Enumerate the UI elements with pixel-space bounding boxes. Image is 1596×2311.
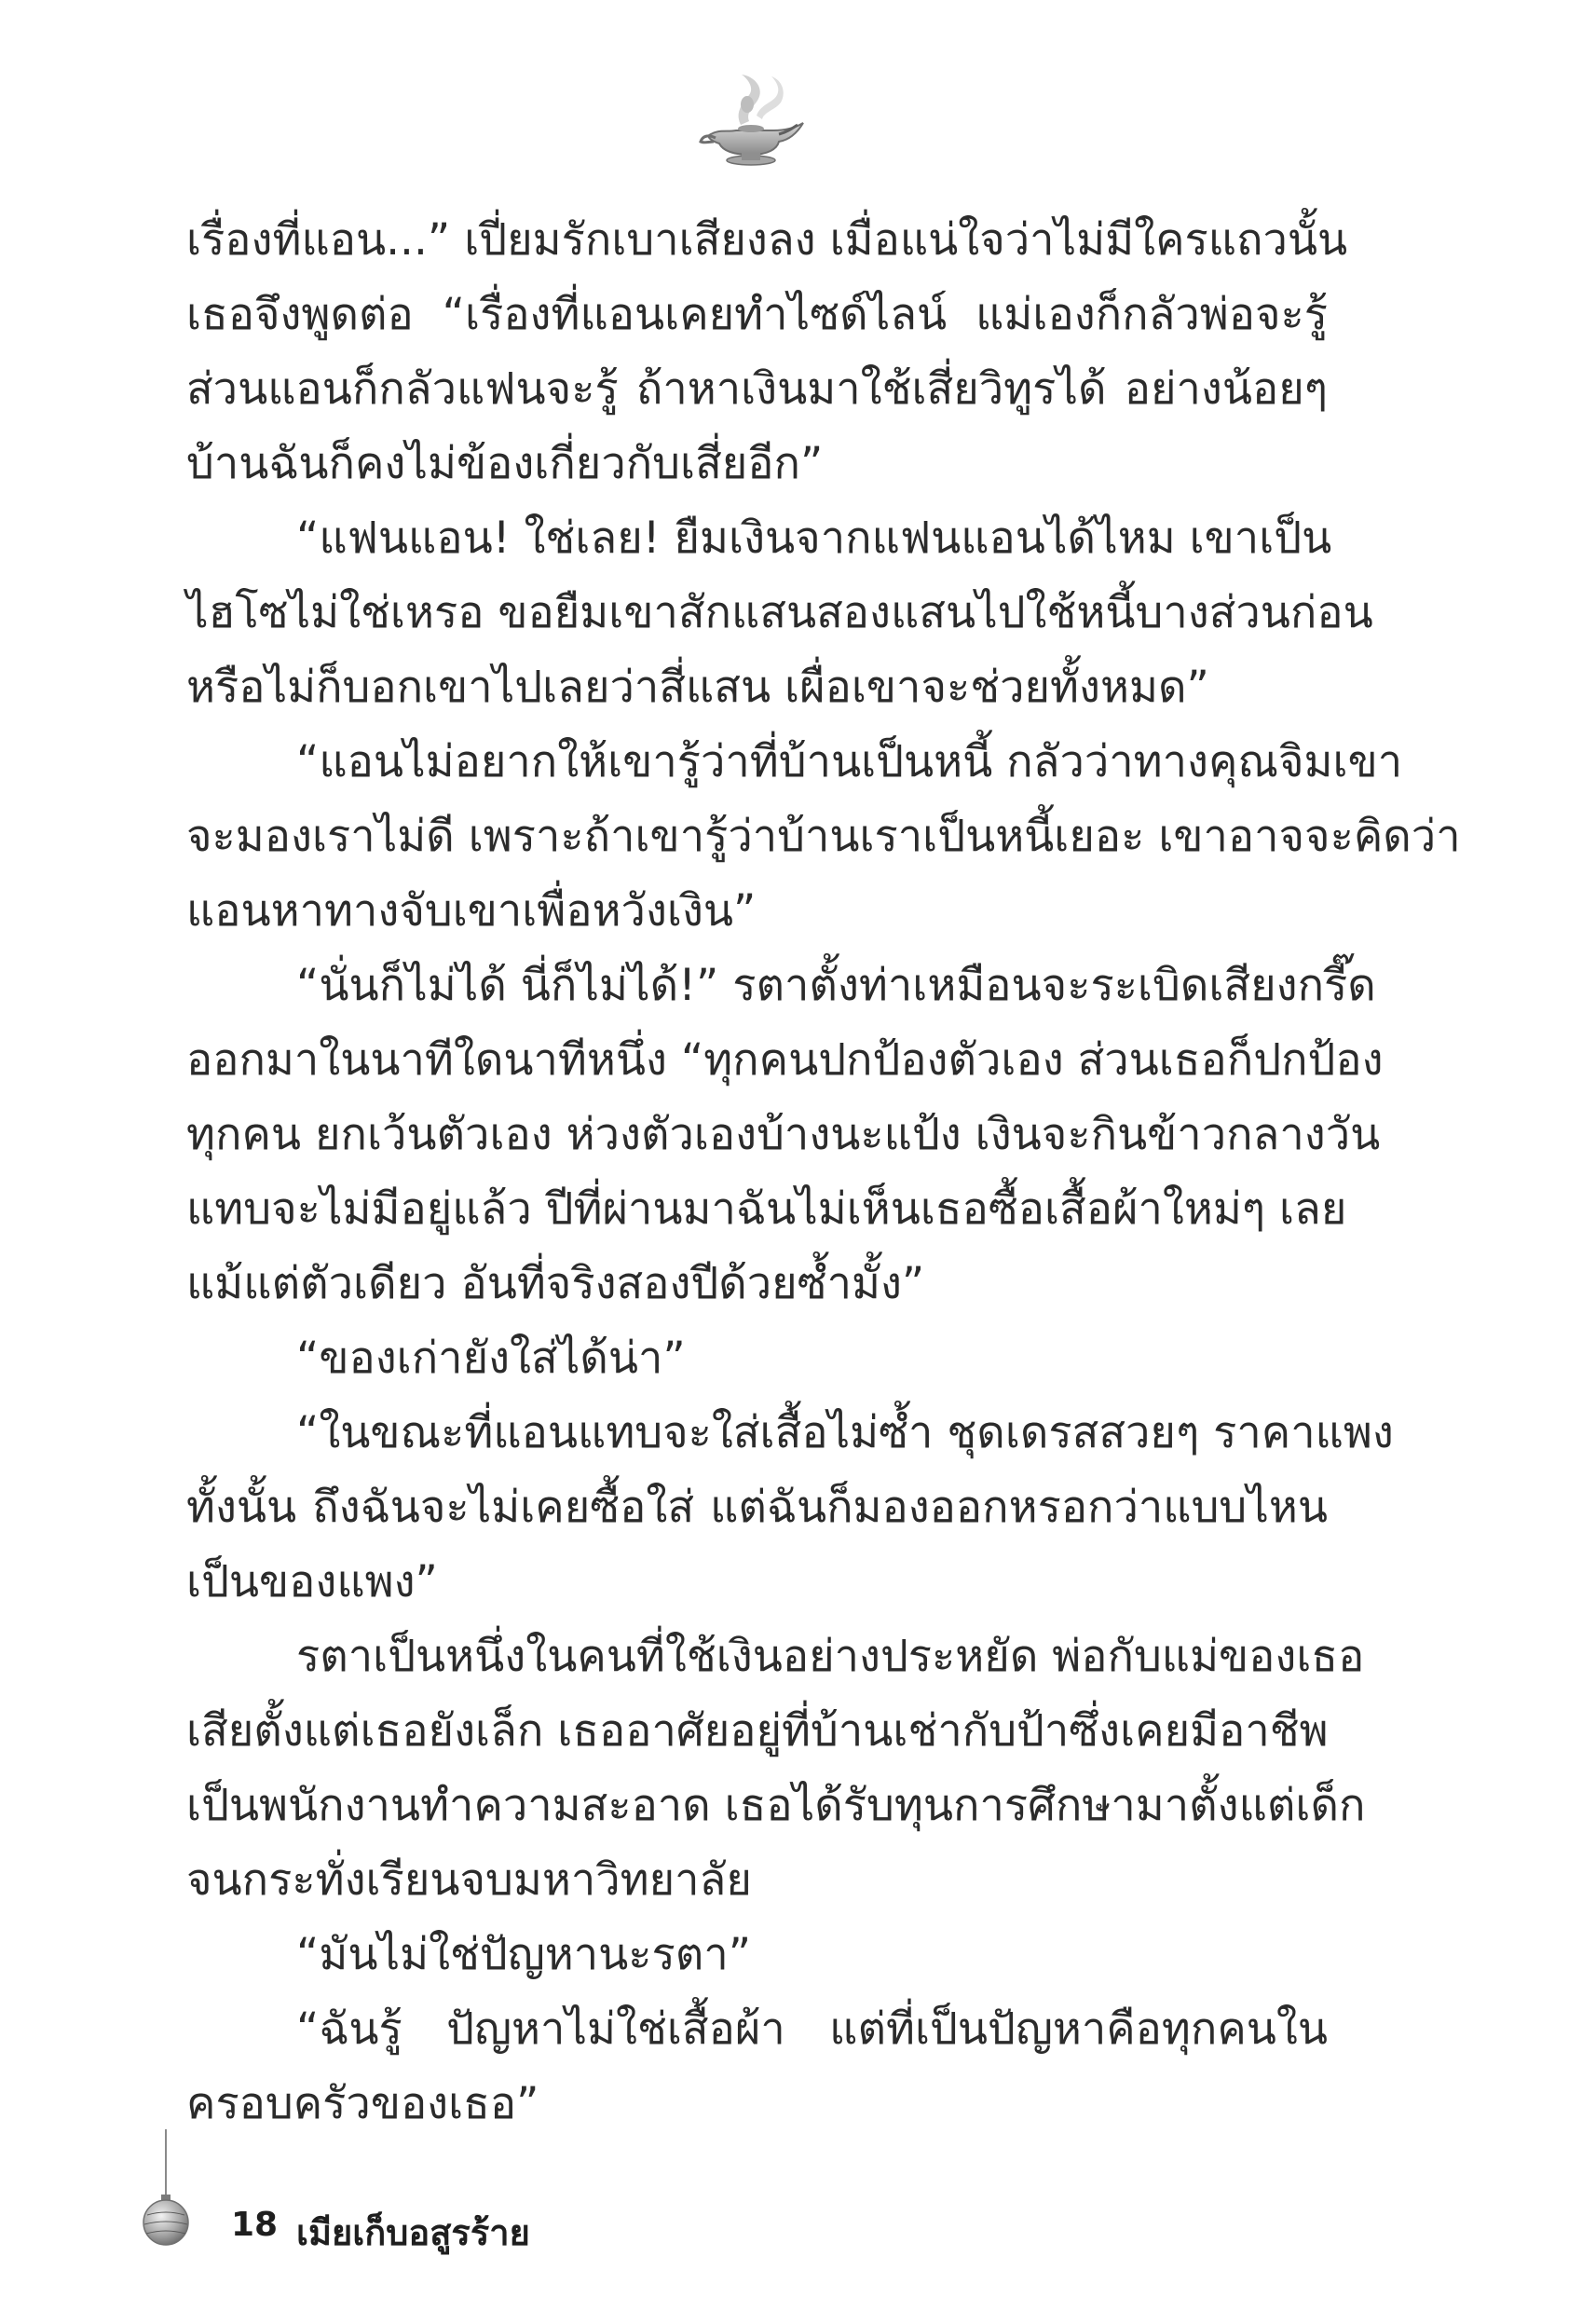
text-line: แอนหาทางจับเขาเพื่อหวังเงิน”	[186, 885, 757, 937]
text-line: “มันไม่ใช่ปัญหานะรตา”	[296, 1929, 752, 1980]
text-line: ออกมาในนาทีใดนาทีหนึ่ง “ทุกคนปกป้องตัวเอง ส่วนเธอก็ปกป้อง	[186, 1034, 1384, 1086]
text-line: บ้านฉันก็คงไม่ข้องเกี่ยวกับเสี่ยอีก”	[186, 438, 824, 489]
text-line: จะมองเราไม่ดี เพราะถ้าเขารู้ว่าบ้านเราเป็นหนี้เยอะ เขาอาจจะคิดว่า	[186, 811, 1461, 862]
hanging-bauble-icon	[138, 2129, 194, 2250]
paragraph	[186, 725, 1461, 949]
text-line: เธอจึงพูดต่อ “เรื่องที่แอนเคยทำไซด์ไลน์ แม่เองก็กลัวพ่อจะรู้	[186, 289, 1328, 340]
text-line: แทบจะไม่มีอยู่แล้ว ปีที่ผ่านมาฉันไม่เห็นเธอซื้อเสื้อผ้าใหม่ๆ เลย	[186, 1183, 1347, 1235]
text-line: เรื่องที่แอน...” เปี่ยมรักเบาเสียงลง เมื่อแน่ใจว่าไม่มีใครแถวนั้น	[186, 214, 1348, 266]
text-line: “แฟนแอน! ใช่เลย! ยืมเงินจากแฟนแอนได้ไหม เขาเป็น	[296, 513, 1332, 564]
paragraph	[186, 1918, 1328, 1992]
paragraph	[186, 1396, 1394, 1620]
page-number: 18	[231, 2206, 279, 2244]
text-line: ครอบครัวของเธอ”	[186, 2078, 539, 2129]
text-line: “ในขณะที่แอนแทบจะใส่เสื้อไม่ซ้ำ ชุดเดรสสวยๆ ราคาแพง	[296, 1407, 1394, 1458]
genie-lamp-icon	[689, 67, 811, 170]
text-line: “ฉันรู้ ปัญหาไม่ใช่เสื้อผ้า แต่ที่เป็นปัญหาคือทุกคนใน	[296, 2003, 1328, 2055]
paragraph	[186, 1321, 1328, 1396]
text-line: ทั้งนั้น ถึงฉันจะไม่เคยซื้อใส่ แต่ฉันก็มองออกหรอกว่าแบบไหน	[186, 1482, 1328, 1533]
book-title: เมียเก็บอสูรร้าย	[296, 2212, 530, 2253]
text-line: เป็นของแพง”	[186, 1556, 438, 1607]
text-line: แม้แต่ตัวเดียว อันที่จริงสองปีด้วยซ้ำมั้ง”	[186, 1258, 925, 1309]
text-line: “ของเก่ายังใส่ได้น่า”	[296, 1333, 686, 1384]
text-line: หรือไม่ก็บอกเขาไปเลยว่าสี่แสน เผื่อเขาจะช่วยทั้งหมด”	[186, 662, 1209, 713]
paragraph	[186, 949, 1384, 1321]
body-text	[186, 203, 1461, 2141]
paragraph	[186, 501, 1373, 725]
paragraph	[186, 1992, 1328, 2141]
text-line: เสียตั้งแต่เธอยังเล็ก เธออาศัยอยู่ที่บ้านเช่ากับป้าซึ่งเคยมีอาชีพ	[186, 1705, 1329, 1757]
text-line: ไฮโซไม่ใช่เหรอ ขอยืมเขาสักแสนสองแสนไปใช้หนี้บางส่วนก่อน	[186, 587, 1373, 638]
text-line: “แอนไม่อยากให้เขารู้ว่าที่บ้านเป็นหนี้ กลัวว่าทางคุณจิมเขา	[296, 736, 1403, 787]
paragraph	[186, 203, 1348, 501]
text-line: ส่วนแอนก็กลัวแฟนจะรู้ ถ้าหาเงินมาใช้เสี่ยวิทูรได้ อย่างน้อยๆ	[186, 363, 1328, 415]
page-footer	[138, 2129, 697, 2253]
text-line: รตาเป็นหนึ่งในคนที่ใช้เงินอย่างประหยัด พ่อกับแม่ของเธอ	[296, 1631, 1365, 1682]
paragraph	[186, 1620, 1366, 1918]
text-line: ทุกคน ยกเว้นตัวเอง ห่วงตัวเองบ้างนะแป้ง เงินจะกินข้าวกลางวัน	[186, 1109, 1381, 1160]
text-line: “นั่นก็ไม่ได้ นี่ก็ไม่ได้!” รตาตั้งท่าเหมือนจะระเบิดเสียงกรี๊ด	[296, 960, 1376, 1011]
text-line: จนกระทั่งเรียนจบมหาวิทยาลัย	[186, 1854, 752, 1906]
text-line: เป็นพนักงานทำความสะอาด เธอได้รับทุนการศึกษามาตั้งแต่เด็ก	[186, 1780, 1366, 1831]
